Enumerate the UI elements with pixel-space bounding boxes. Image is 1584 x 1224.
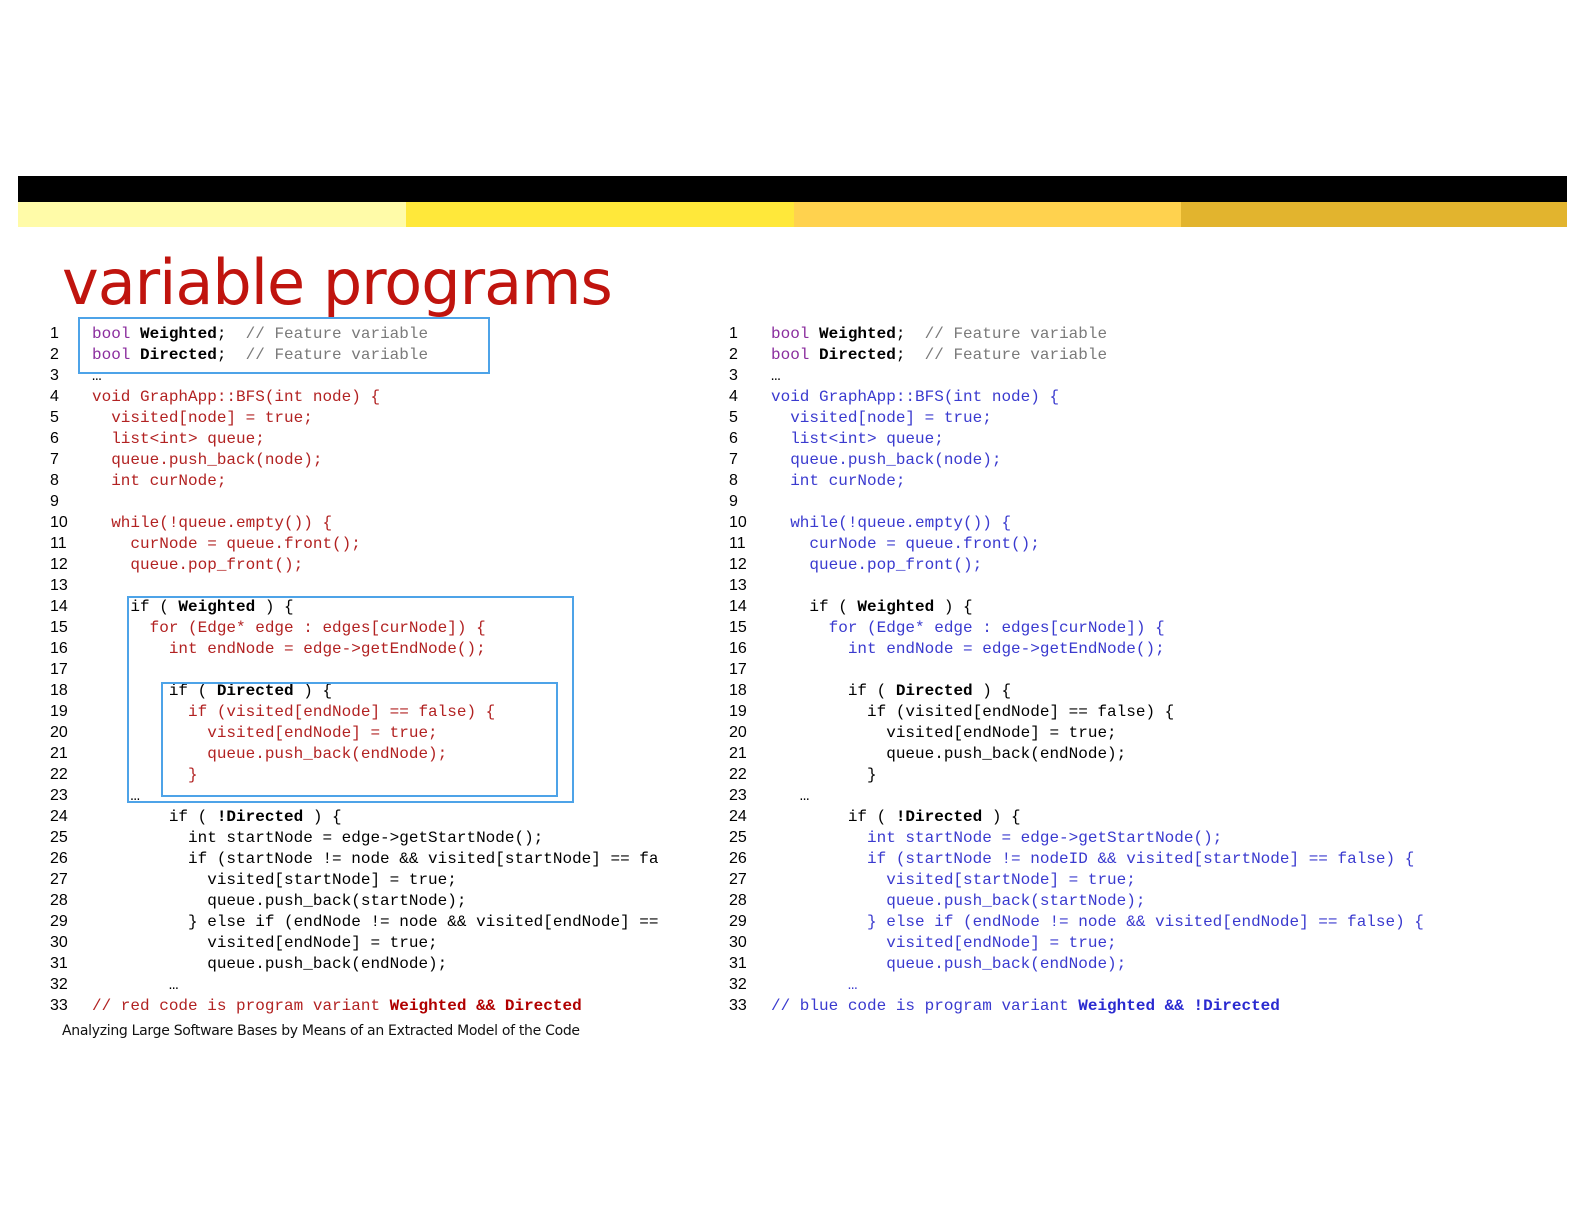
slide-footer: Analyzing Large Software Bases by Means of an Extracted Model of the Code — [62, 1023, 580, 1039]
code-token: // red code is program variant — [92, 997, 390, 1015]
code-token: int startNode = edge->getStartNode(); — [771, 829, 1223, 847]
code-token: list<int> queue; — [771, 430, 944, 448]
code-token: Weighted && !Directed — [1078, 997, 1280, 1015]
code-token: int endNode = edge->getEndNode(); — [92, 640, 486, 658]
left-code-line — [50, 995, 659, 1016]
left-code-line — [50, 596, 659, 617]
code-token: if ( — [92, 682, 217, 700]
right-code-line — [729, 365, 1424, 386]
left-code-line — [50, 449, 659, 470]
code-token: list<int> queue; — [92, 430, 265, 448]
code-token: queue.push_back(startNode); — [92, 892, 467, 910]
right-code-line — [729, 680, 1424, 701]
code-token: // Feature variable — [245, 325, 429, 343]
line-number: 8 — [729, 472, 738, 489]
code-token: while(!queue.empty()) { — [771, 514, 1012, 532]
line-number: 15 — [50, 619, 68, 636]
left-code-line — [50, 743, 659, 764]
header-bar — [18, 176, 1567, 202]
left-code-line — [50, 575, 659, 596]
code-token: Weighted — [857, 598, 935, 616]
right-code-line — [729, 932, 1424, 953]
code-token: queue.pop_front(); — [92, 556, 304, 574]
left-code-line — [50, 407, 659, 428]
code-token: if ( — [92, 808, 217, 826]
left-code-line — [50, 386, 659, 407]
code-token: !Directed — [216, 808, 304, 826]
line-number: 15 — [729, 619, 747, 636]
code-token: visited[node] = true; — [92, 409, 313, 427]
code-token: if (visited[endNode] == false) { — [92, 703, 496, 721]
code-token: ) { — [303, 808, 342, 826]
left-code-line — [50, 953, 659, 974]
line-number: 13 — [729, 577, 747, 594]
code-token: … — [92, 787, 141, 805]
right-code-line — [729, 323, 1424, 344]
line-number: 33 — [50, 997, 68, 1014]
right-code-line — [729, 638, 1424, 659]
code-token: … — [771, 787, 810, 805]
right-code-line — [729, 785, 1424, 806]
code-token: for (Edge* edge : edges[curNode]) { — [771, 619, 1165, 637]
code-token: if ( — [92, 598, 179, 616]
code-token: ; — [895, 325, 925, 343]
line-number: 17 — [729, 661, 747, 678]
line-number: 12 — [729, 556, 747, 573]
code-token: visited[startNode] = true; — [771, 871, 1136, 889]
code-token: // Feature variable — [924, 346, 1108, 364]
right-code-line — [729, 491, 1424, 512]
right-code-line — [729, 407, 1424, 428]
line-number: 28 — [729, 892, 747, 909]
code-token: if ( — [771, 808, 896, 826]
line-number: 4 — [50, 388, 59, 405]
code-token: if (startNode != node && visited[startNode] == fa — [92, 850, 659, 868]
line-number: 21 — [729, 745, 747, 762]
line-number: 3 — [729, 367, 738, 384]
line-number: 28 — [50, 892, 68, 909]
left-code-line — [50, 932, 659, 953]
line-number: 29 — [729, 913, 747, 930]
line-number: 22 — [50, 766, 68, 783]
code-token: Weighted — [819, 325, 896, 343]
right-code-line — [729, 617, 1424, 638]
line-number: 33 — [729, 997, 747, 1014]
code-token: } else if (endNode != node && visited[endNode] == — [92, 913, 659, 931]
line-number: 4 — [729, 388, 738, 405]
right-code-line — [729, 953, 1424, 974]
right-code-line — [729, 533, 1424, 554]
code-token: int curNode; — [771, 472, 906, 490]
left-code-line — [50, 911, 659, 932]
code-token: visited[startNode] = true; — [92, 871, 457, 889]
line-number: 9 — [50, 493, 59, 510]
line-number: 5 — [50, 409, 59, 426]
code-token: Weighted && Directed — [389, 997, 582, 1015]
header-stripe-1 — [18, 202, 406, 227]
left-code-line — [50, 701, 659, 722]
header-stripe-3 — [794, 202, 1181, 227]
line-number: 26 — [50, 850, 68, 867]
line-number: 24 — [50, 808, 68, 825]
code-token: visited[endNode] = true; — [92, 934, 438, 952]
line-number: 31 — [50, 955, 68, 972]
left-code-line — [50, 323, 659, 344]
line-number: 2 — [50, 346, 59, 363]
line-number: 10 — [50, 514, 68, 531]
line-number: 12 — [50, 556, 68, 573]
code-token: visited[node] = true; — [771, 409, 992, 427]
line-number: 7 — [50, 451, 59, 468]
code-token: int curNode; — [92, 472, 227, 490]
code-token: queue.push_back(endNode); — [92, 955, 448, 973]
right-code-line — [729, 995, 1424, 1016]
code-token: queue.pop_front(); — [771, 556, 983, 574]
line-number: 21 — [50, 745, 68, 762]
code-token: Weighted — [140, 325, 217, 343]
line-number: 32 — [729, 976, 747, 993]
code-token: queue.push_back(endNode); — [92, 745, 448, 763]
right-code-line — [729, 722, 1424, 743]
code-token: while(!queue.empty()) { — [92, 514, 333, 532]
line-number: 3 — [50, 367, 59, 384]
line-number: 9 — [729, 493, 738, 510]
left-code-line — [50, 512, 659, 533]
left-code-line — [50, 428, 659, 449]
code-token: ) { — [972, 682, 1012, 700]
code-token: … — [771, 367, 781, 385]
code-token: bool — [92, 346, 141, 364]
line-number: 24 — [729, 808, 747, 825]
code-token: visited[endNode] = true; — [92, 724, 438, 742]
right-code-line — [729, 848, 1424, 869]
line-number: 16 — [729, 640, 747, 657]
line-number: 10 — [729, 514, 747, 531]
code-token: queue.push_back(endNode); — [771, 745, 1127, 763]
code-token: curNode = queue.front(); — [771, 535, 1040, 553]
code-token: for (Edge* edge : edges[curNode]) { — [92, 619, 486, 637]
line-number: 30 — [50, 934, 68, 951]
right-code-line — [729, 890, 1424, 911]
line-number: 14 — [50, 598, 68, 615]
code-token: … — [92, 367, 102, 385]
line-number: 7 — [729, 451, 738, 468]
line-number: 23 — [729, 787, 747, 804]
right-code-line — [729, 806, 1424, 827]
left-code-line — [50, 659, 659, 680]
code-token: … — [771, 976, 858, 994]
line-number: 19 — [50, 703, 68, 720]
line-number: 11 — [50, 535, 67, 552]
left-code-line — [50, 806, 659, 827]
code-token: visited[endNode] = true; — [771, 934, 1117, 952]
line-number: 6 — [50, 430, 59, 447]
code-token: // Feature variable — [924, 325, 1108, 343]
right-code-line — [729, 554, 1424, 575]
left-code-line — [50, 617, 659, 638]
code-token: void GraphApp::BFS(int node) { — [92, 388, 381, 406]
code-listing-red-variant — [50, 323, 659, 1016]
code-token: curNode = queue.front(); — [92, 535, 361, 553]
left-code-line — [50, 785, 659, 806]
right-code-line — [729, 344, 1424, 365]
right-code-line — [729, 449, 1424, 470]
right-code-line — [729, 386, 1424, 407]
code-token: // Feature variable — [245, 346, 429, 364]
code-token: Directed — [895, 682, 973, 700]
right-code-line — [729, 575, 1424, 596]
code-token: if ( — [771, 598, 858, 616]
line-number: 13 — [50, 577, 68, 594]
right-code-line — [729, 659, 1424, 680]
code-token: ; — [216, 346, 246, 364]
code-token: visited[endNode] = true; — [771, 724, 1117, 742]
left-code-line — [50, 974, 659, 995]
line-number: 30 — [729, 934, 747, 951]
left-code-line — [50, 890, 659, 911]
code-token: ; — [895, 346, 925, 364]
line-number: 29 — [50, 913, 68, 930]
code-token: queue.push_back(node); — [92, 451, 323, 469]
code-token: Directed — [140, 346, 217, 364]
code-token: !Directed — [895, 808, 983, 826]
right-code-line — [729, 596, 1424, 617]
code-token: ) { — [982, 808, 1021, 826]
line-number: 31 — [729, 955, 747, 972]
right-code-line — [729, 470, 1424, 491]
line-number: 25 — [50, 829, 68, 846]
code-token: ) { — [255, 598, 294, 616]
line-number: 27 — [729, 871, 747, 888]
line-number: 22 — [729, 766, 747, 783]
right-code-line — [729, 512, 1424, 533]
line-number: 14 — [729, 598, 747, 615]
code-token: Directed — [819, 346, 896, 364]
left-code-line — [50, 869, 659, 890]
line-number: 20 — [729, 724, 747, 741]
right-code-line — [729, 428, 1424, 449]
left-code-line — [50, 764, 659, 785]
code-listing-blue-variant — [729, 323, 1424, 1016]
left-code-line — [50, 722, 659, 743]
line-number: 26 — [729, 850, 747, 867]
line-number: 1 — [50, 325, 59, 342]
code-token: queue.push_back(startNode); — [771, 892, 1146, 910]
line-number: 2 — [729, 346, 738, 363]
line-number: 17 — [50, 661, 68, 678]
left-code-line — [50, 638, 659, 659]
code-token: queue.push_back(node); — [771, 451, 1002, 469]
right-code-line — [729, 701, 1424, 722]
code-token: if (startNode != nodeID && visited[startNode] == false) { — [771, 850, 1415, 868]
left-code-line — [50, 344, 659, 365]
line-number: 5 — [729, 409, 738, 426]
left-code-line — [50, 470, 659, 491]
code-token: int endNode = edge->getEndNode(); — [771, 640, 1165, 658]
left-code-line — [50, 680, 659, 701]
right-code-line — [729, 869, 1424, 890]
code-token: Directed — [216, 682, 294, 700]
left-code-line — [50, 491, 659, 512]
line-number: 27 — [50, 871, 68, 888]
line-number: 6 — [729, 430, 738, 447]
right-code-line — [729, 827, 1424, 848]
right-code-line — [729, 911, 1424, 932]
line-number: 18 — [729, 682, 747, 699]
line-number: 16 — [50, 640, 68, 657]
code-token: bool — [771, 325, 820, 343]
code-token: bool — [771, 346, 820, 364]
code-token: } — [92, 766, 198, 784]
line-number: 19 — [729, 703, 747, 720]
line-number: 32 — [50, 976, 68, 993]
code-token: … — [92, 976, 179, 994]
line-number: 23 — [50, 787, 68, 804]
right-code-line — [729, 764, 1424, 785]
code-token: } — [771, 766, 877, 784]
right-code-line — [729, 974, 1424, 995]
line-number: 8 — [50, 472, 59, 489]
line-number: 1 — [729, 325, 738, 342]
left-code-line — [50, 848, 659, 869]
code-token: ; — [216, 325, 246, 343]
line-number: 11 — [729, 535, 746, 552]
header-stripe-4 — [1181, 202, 1567, 227]
line-number: 25 — [729, 829, 747, 846]
code-token: int startNode = edge->getStartNode(); — [92, 829, 544, 847]
left-code-line — [50, 533, 659, 554]
left-code-line — [50, 365, 659, 386]
code-token: ) { — [293, 682, 333, 700]
header-stripe-2 — [406, 202, 794, 227]
code-token: ) { — [934, 598, 973, 616]
code-token: queue.push_back(endNode); — [771, 955, 1127, 973]
code-token: // blue code is program variant — [771, 997, 1079, 1015]
left-code-line — [50, 827, 659, 848]
code-token: if ( — [771, 682, 896, 700]
right-code-line — [729, 743, 1424, 764]
slide-title: variable programs — [62, 246, 612, 319]
line-number: 18 — [50, 682, 68, 699]
code-token: bool — [92, 325, 141, 343]
code-token: Weighted — [178, 598, 256, 616]
code-token: } else if (endNode != node && visited[endNode] == false) { — [771, 913, 1424, 931]
line-number: 20 — [50, 724, 68, 741]
left-code-line — [50, 554, 659, 575]
code-token: void GraphApp::BFS(int node) { — [771, 388, 1060, 406]
code-token: if (visited[endNode] == false) { — [771, 703, 1175, 721]
